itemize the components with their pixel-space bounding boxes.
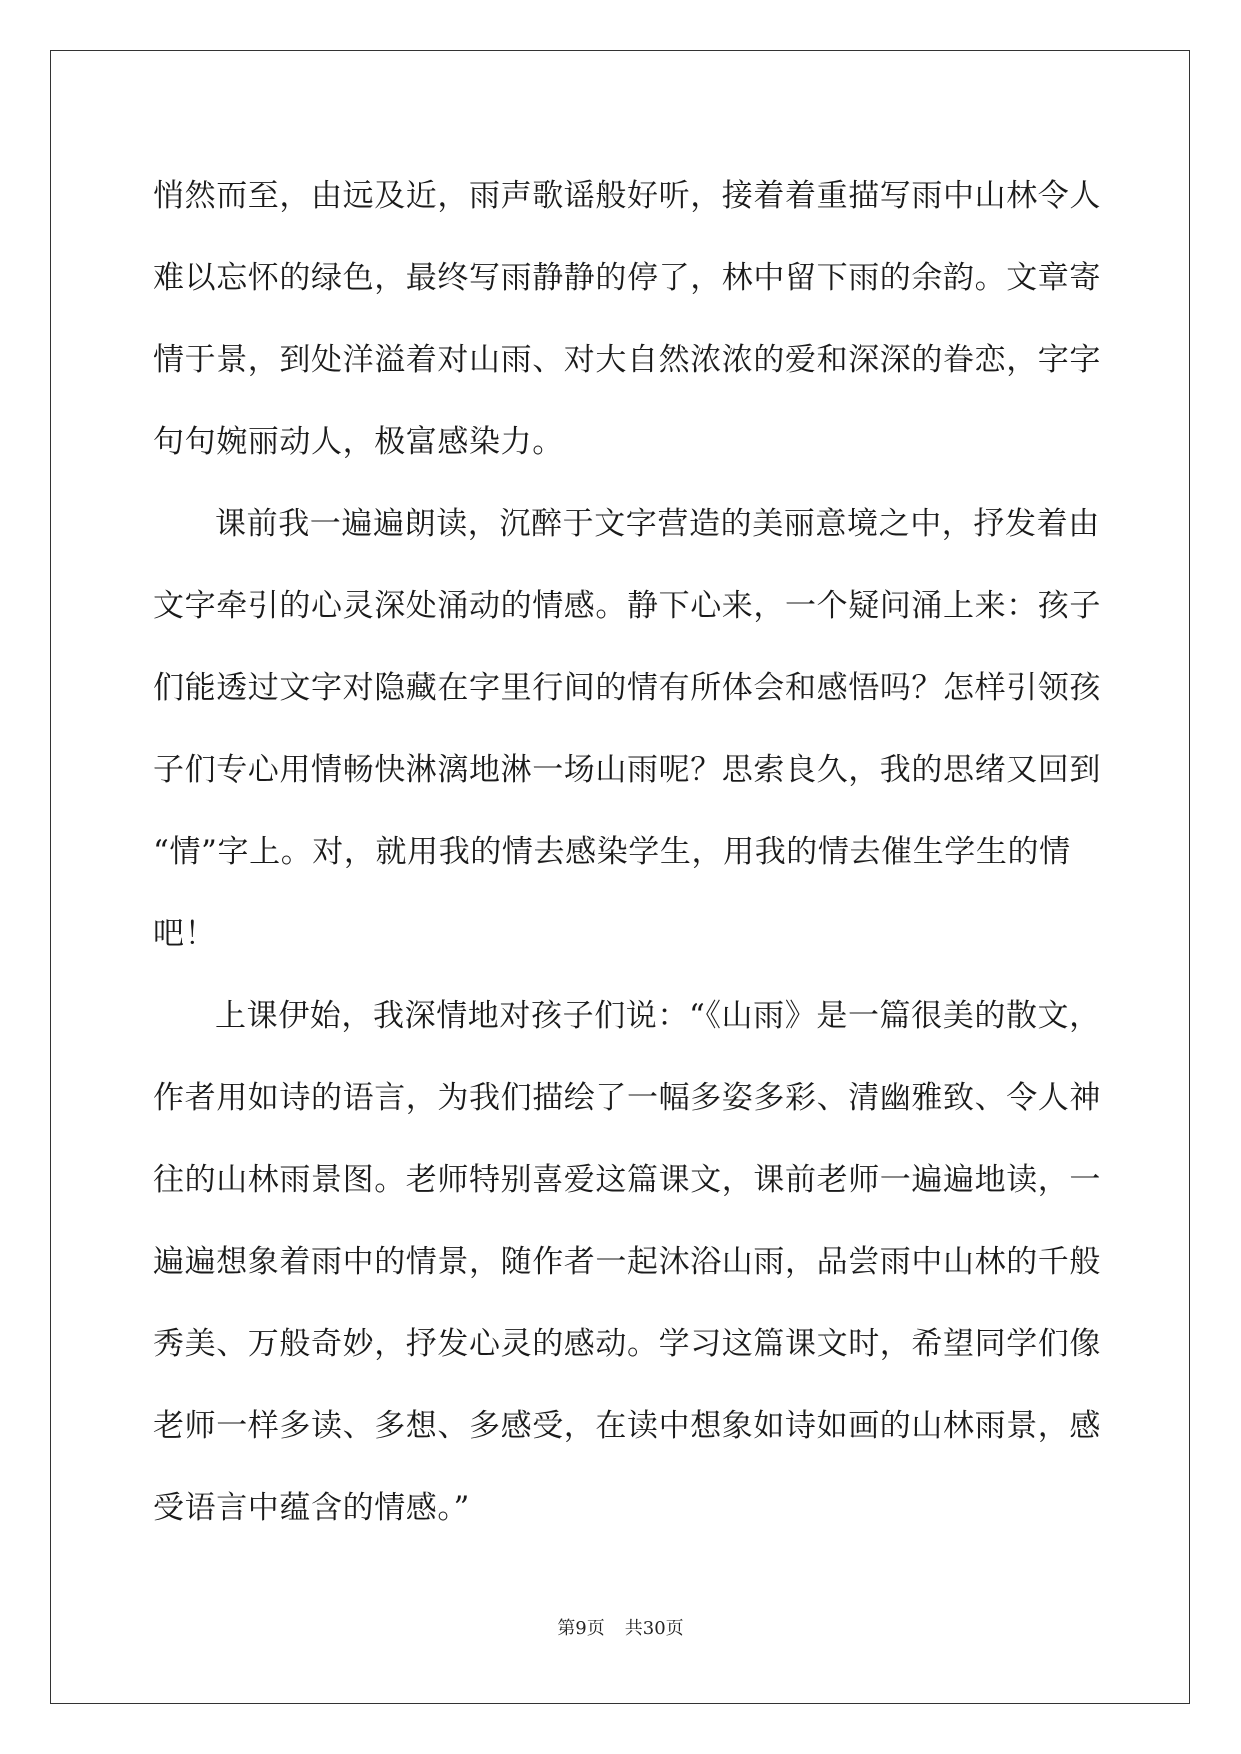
text-line: 子们专心用情畅快淋漓地淋一场山雨呢？思索良久，我的思绪又回到: [153, 752, 1101, 788]
text-line: 上课伊始，我深情地对孩子们说：“《山雨》是一篇很美的散文，: [215, 998, 1101, 1034]
text-line: 们能透过文字对隐藏在字里行间的情有所体会和感悟吗？怎样引领孩: [153, 670, 1101, 706]
text-line: 老师一样多读、多想、多感受，在读中想象如诗如画的山林雨景，感: [153, 1408, 1101, 1444]
text-line: 悄然而至，由远及近，雨声歌谣般好听，接着着重描写雨中山林令人: [153, 178, 1101, 214]
text-line: 课前我一遍遍朗读，沉醉于文字营造的美丽意境之中，抒发着由: [215, 506, 1100, 542]
document-body: [153, 155, 1101, 1549]
page-footer: [0, 1617, 1241, 1641]
text-line: 受语言中蕴含的情感。”: [153, 1490, 470, 1526]
text-line: 往的山林雨景图。老师特别喜爱这篇课文，课前老师一遍遍地读，一: [153, 1162, 1101, 1198]
page-number: 第9页: [557, 1618, 605, 1639]
text-line: 文字牵引的心灵深处涌动的情感。静下心来，一个疑问涌上来：孩子: [153, 588, 1101, 624]
text-line: 遍遍想象着雨中的情景，随作者一起沐浴山雨，品尝雨中山林的千般: [153, 1244, 1101, 1280]
text-line: 作者用如诗的语言，为我们描绘了一幅多姿多彩、清幽雅致、令人神: [153, 1080, 1101, 1116]
text-line: 难以忘怀的绿色，最终写雨静静的停了，林中留下雨的余韵。文章寄: [153, 260, 1101, 296]
text-line: 句句婉丽动人，极富感染力。: [153, 424, 564, 460]
text-line: “情”字上。对，就用我的情去感染学生，用我的情去催生学生的情: [153, 834, 1071, 870]
text-line: 秀美、万般奇妙，抒发心灵的感动。学习这篇课文时，希望同学们像: [153, 1326, 1101, 1362]
page-total: 共30页: [624, 1618, 684, 1639]
text-line: 吧！: [153, 916, 217, 952]
text-line: 情于景，到处洋溢着对山雨、对大自然浓浓的爱和深深的眷恋，字字: [153, 342, 1101, 378]
